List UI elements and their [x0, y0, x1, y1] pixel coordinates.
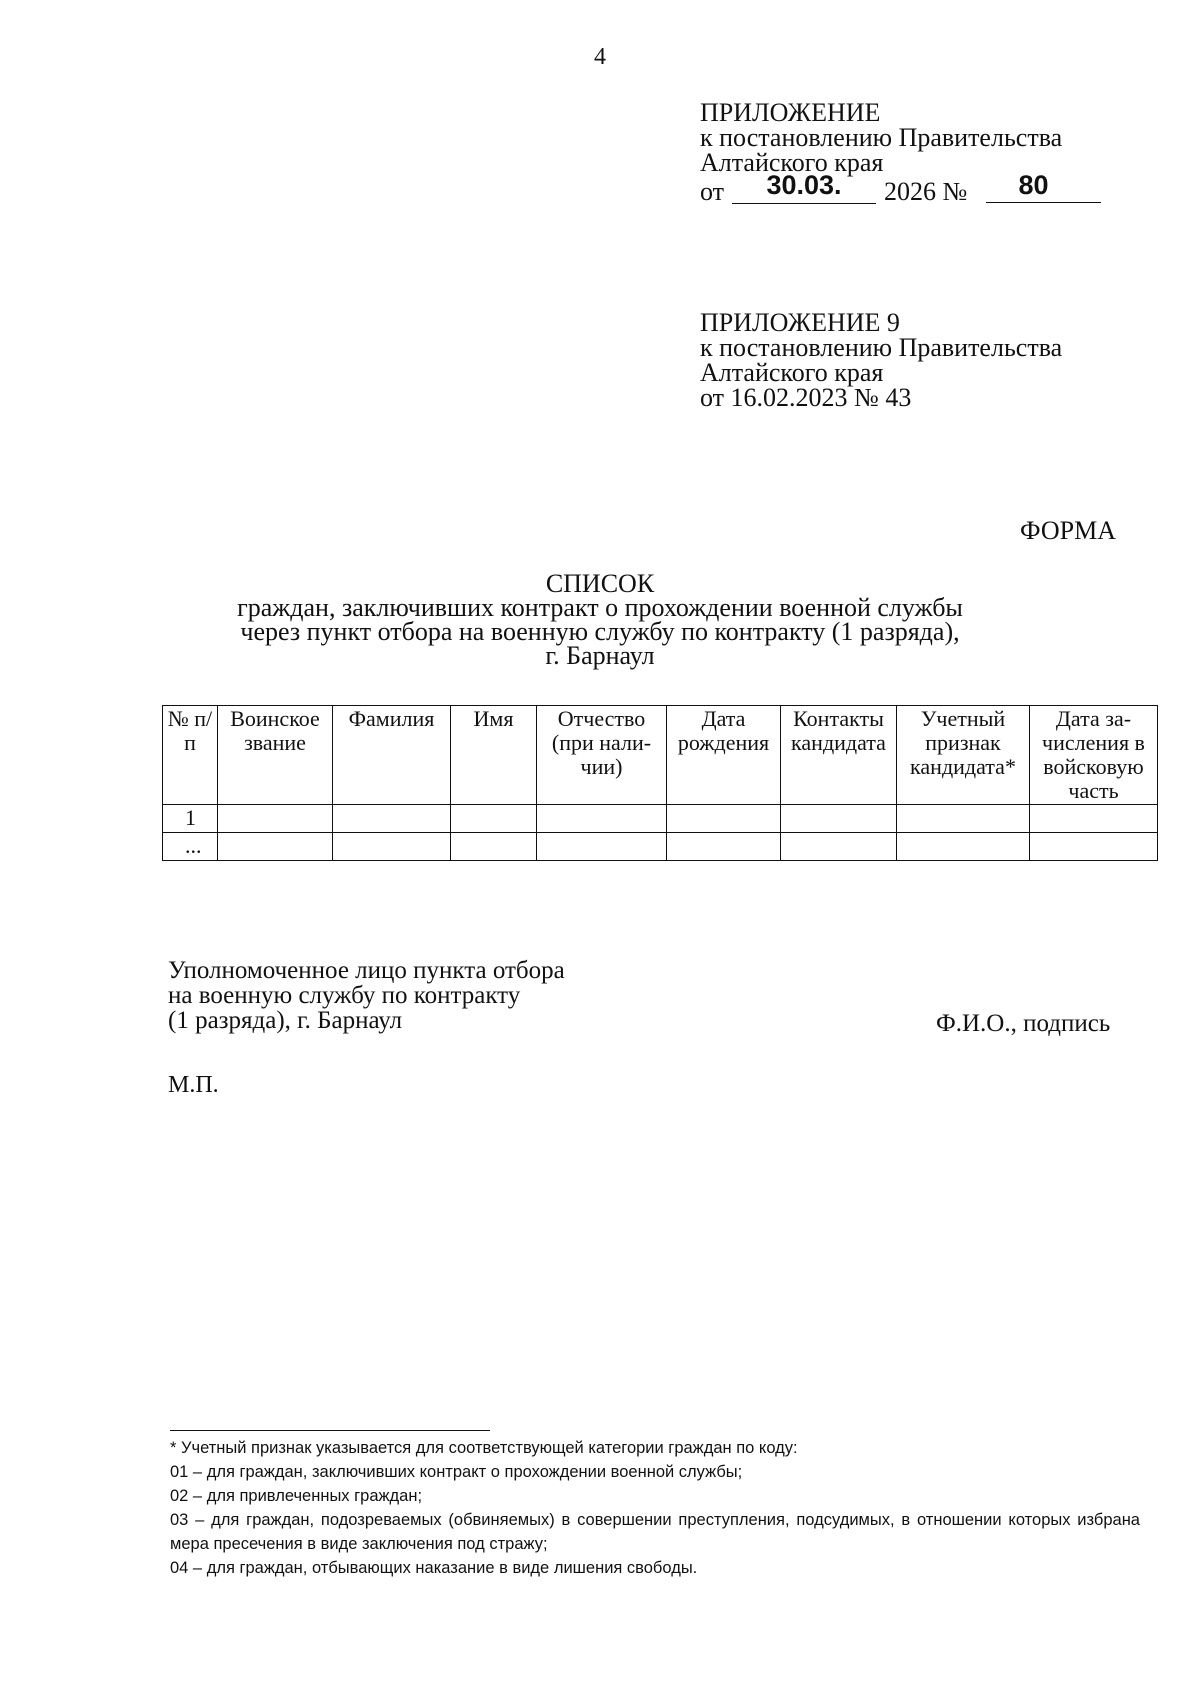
appendix-current-title: ПРИЛОЖЕНИЕ	[700, 98, 881, 127]
page-number: 4	[594, 44, 606, 70]
appendix-original-block	[700, 310, 1062, 410]
footnote-code-03: 03 – для граждан, подозреваемых (обвиняемых) в совершении преступления, подсудимых, в отношении которых избрана мера пресечения в виде заключения под стражу;	[170, 1511, 1140, 1553]
signature-label: Ф.И.О., подпись	[936, 1010, 1111, 1037]
official-line2: на военную службу по контракту	[168, 982, 521, 1009]
table-cell	[897, 833, 1030, 861]
table-row	[163, 833, 1158, 861]
stamp-label: М.П.	[168, 1072, 219, 1098]
table-cell	[1030, 805, 1158, 833]
table-cell	[218, 833, 333, 861]
list-title-line1: граждан, заключивших контракт о прохождении военной службы	[237, 593, 963, 622]
table-cell	[537, 833, 667, 861]
table-cell	[1030, 833, 1158, 861]
table-cell	[537, 805, 667, 833]
footnote-code-04: 04 – для граждан, отбывающих наказание в виде лишения свободы.	[170, 1559, 698, 1577]
appendix-current-dateline	[700, 170, 1062, 206]
table-row	[163, 805, 1158, 833]
header-contacts: Контакты кандидата	[781, 706, 897, 805]
list-title-line2: через пункт отбора на военную службу по контракту (1 разряда),	[240, 617, 960, 646]
table-cell: 1	[163, 805, 218, 833]
header-birth-date: Дата рождения	[667, 706, 781, 805]
header-enrollment-date: Дата за-числения в войсковую часть	[1030, 706, 1158, 805]
official-line3: (1 разряда), г. Барнаул	[168, 1007, 403, 1034]
footnote-intro: * Учетный признак указывается для соответствующей категории граждан по коду:	[170, 1439, 798, 1457]
appendix-current-line2: Алтайского края	[700, 148, 884, 177]
header-surname: Фамилия	[333, 706, 451, 805]
appendix-original-line3: от 16.02.2023 № 43	[700, 383, 912, 412]
list-title	[0, 569, 1200, 670]
footnote-code-01: 01 – для граждан, заключивших контракт о прохождении военной службы;	[170, 1463, 743, 1481]
year-text: 2026 №	[884, 177, 968, 206]
header-registration-code: Учетный признак кандидата*	[897, 706, 1030, 805]
table-cell	[781, 833, 897, 861]
table-header-row	[163, 706, 1158, 805]
table-cell	[781, 805, 897, 833]
official-line1: Уполномоченное лицо пункта отбора	[168, 957, 565, 984]
form-label: ФОРМА	[1020, 516, 1116, 545]
date-prefix: от	[700, 177, 725, 206]
official-block	[168, 958, 565, 1033]
table-cell: ...	[163, 833, 218, 861]
list-title-line3: г. Барнаул	[545, 641, 655, 670]
date-field: 30.03.	[732, 173, 876, 204]
number-field: 80	[986, 173, 1101, 203]
table-cell	[451, 805, 537, 833]
header-rank: Воинское звание	[218, 706, 333, 805]
candidates-table	[162, 705, 1158, 861]
footnote-divider	[170, 1430, 490, 1431]
table-cell	[218, 805, 333, 833]
header-name: Имя	[451, 706, 537, 805]
list-heading: СПИСОК	[545, 569, 655, 598]
table-cell	[333, 805, 451, 833]
table-cell	[333, 833, 451, 861]
table-cell	[667, 805, 781, 833]
footnote-code-02: 02 – для привлеченных граждан;	[170, 1487, 423, 1505]
table-cell	[451, 833, 537, 861]
table-cell	[897, 805, 1030, 833]
appendix-original-line1: к постановлению Правительства	[700, 333, 1063, 362]
appendix-current-line1: к постановлению Правительства	[700, 123, 1063, 152]
appendix-current-block	[700, 100, 1062, 205]
appendix-original-title: ПРИЛОЖЕНИЕ 9	[700, 308, 900, 337]
appendix-original-line2: Алтайского края	[700, 358, 884, 387]
header-number: № п/п	[163, 706, 218, 805]
header-patronymic: Отчество (при нали-чии)	[537, 706, 667, 805]
table-cell	[667, 833, 781, 861]
footnotes	[170, 1436, 1140, 1580]
